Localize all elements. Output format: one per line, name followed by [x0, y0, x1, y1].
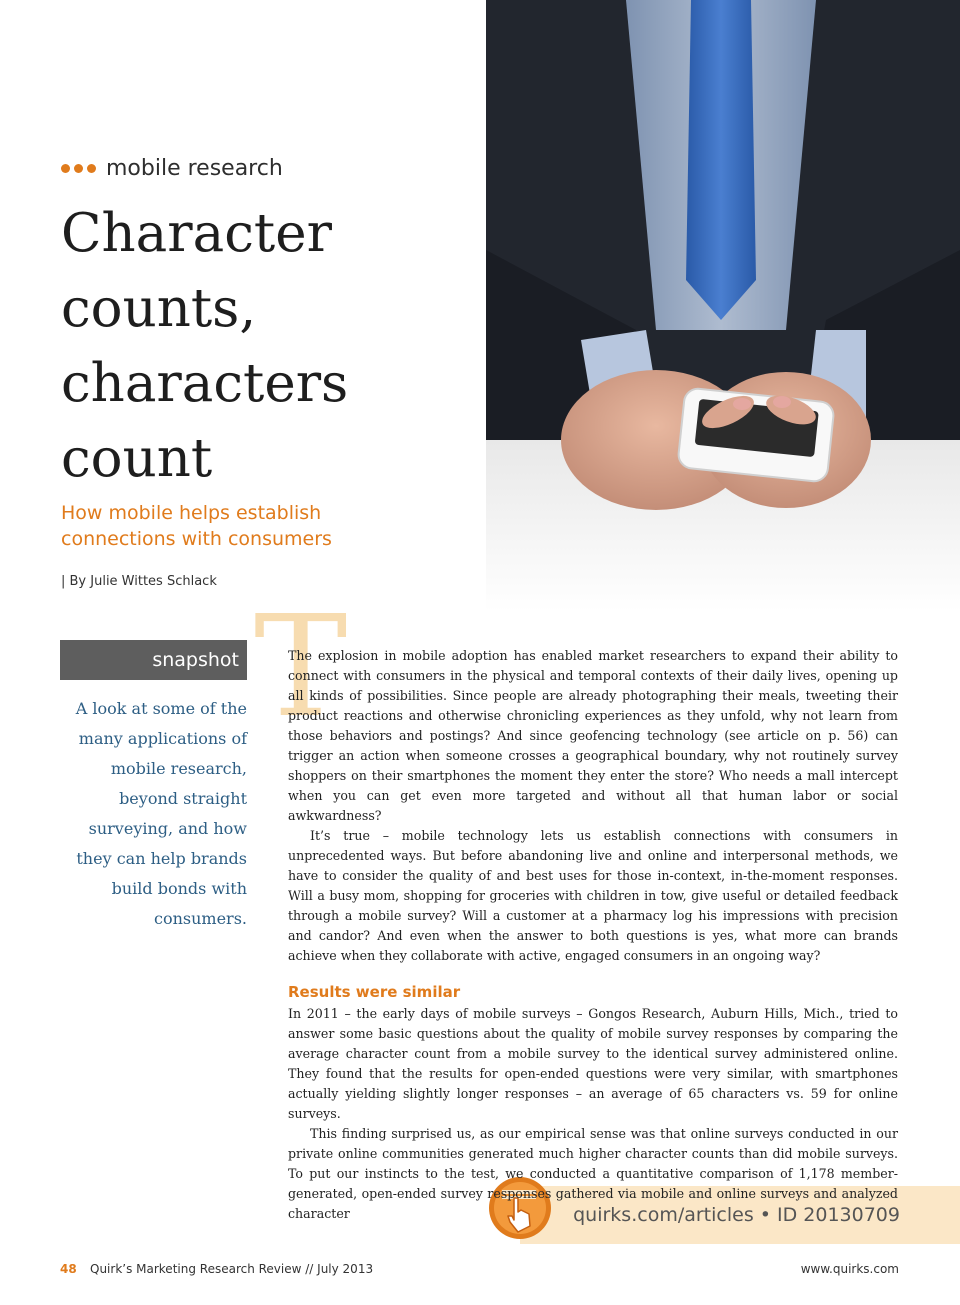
article-subtitle: How mobile helps establish connections with consumers: [61, 502, 332, 550]
hands-holding-smartphone-photo: [486, 0, 960, 612]
paragraph: This finding surprised us, as our empirical sense was that online surveys conducted in our private online communities generated much higher character counts than did mobile surveys. To put our instincts to the test, we conducted a quantitative comparison of 1,178 member-generated, open-ended survey responses gathered via mobile and online surveys and analyzed character: [288, 1126, 898, 1221]
bullet-dots-icon: [61, 164, 96, 173]
drop-cap: T: [254, 586, 348, 749]
article-title: Character counts, characters count: [61, 203, 349, 489]
snapshot-label-box: [60, 640, 247, 680]
publication-info: Quirk’s Marketing Research Review // July 2013: [90, 1262, 374, 1276]
snapshot-label: snapshot: [152, 649, 239, 671]
section-label: mobile research: [106, 156, 283, 181]
article-body: [288, 646, 898, 1224]
article-link[interactable]: quirks.com/articles • ID 20130709: [573, 1204, 900, 1226]
paragraph: The explosion in mobile adoption has enabled market researchers to expand their ability to connect with consumers in the physical and temporal contexts of their daily lives, opening up all kinds of possibilities. Since people are already photographing their meals, tweeting their product reactions and otherwise chronicling experiences as they unfold, why not learn from those behaviors and postings? And since geofencing technology (see article on p. 56) can trigger an action when someone crosses a geographical boundary, why not routinely survey shoppers on their smartphones the moment they enter the store? Who needs a mall intercept when you can get even more targeted and without all that human labor or social awkwardness?: [288, 648, 898, 823]
byline: | By Julie Wittes Schlack: [61, 574, 217, 589]
footer-url[interactable]: www.quirks.com: [800, 1262, 899, 1276]
section-heading: Results were similar: [288, 983, 461, 1001]
snapshot-text: A look at some of the many applications of mobile research, beyond straight surveying, and how they can help brands build bonds with consumers.: [75, 699, 247, 928]
section-header: [61, 156, 283, 181]
page-number: 48: [60, 1262, 77, 1276]
paragraph: In 2011 – the early days of mobile surveys – Gongos Research, Auburn Hills, Mich., tried to answer some basic questions about the quality of mobile survey responses by comparing the average character count from a mobile survey to the identical survey administered online. They found that the results for open-ended questions were very similar, with smartphones actually yielding slightly longer responses – an average of 65 characters vs. 59 for online surveys.: [288, 1006, 898, 1121]
paragraph: It’s true – mobile technology lets us establish connections with consumers in unprecedented ways. But before abandoning live and online and interpersonal methods, we have to consider the quality of and best uses for those in-context, in-the-moment responses. Will a busy mom, shopping for groceries with children in tow, give useful or detailed feedback through a mobile survey? Will a customer at a pharmacy log his impressions with precision and candor? And even when the answer to both questions is yes, what more can brands achieve when they collaborate with active, engaged consumers in an ongoing way?: [288, 828, 898, 963]
